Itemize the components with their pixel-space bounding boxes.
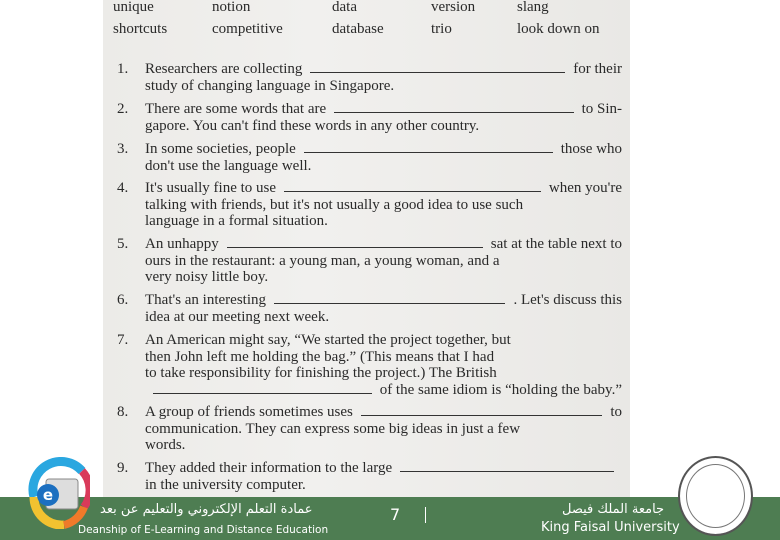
line-text: talking with friends, but it's not usually a good idea to use such bbox=[145, 196, 524, 213]
item-number: 8. bbox=[117, 404, 129, 420]
item-line bbox=[145, 118, 622, 135]
line-text: Researchers are collecting bbox=[145, 61, 303, 77]
line-text: very noisy little boy. bbox=[145, 269, 269, 286]
word-bank-word: look down on bbox=[517, 21, 600, 37]
page-number: 7 bbox=[390, 505, 401, 524]
line-text: to take responsibility for finishing the project.) The British bbox=[145, 365, 497, 382]
university-arabic: جامعة الملك فيصل bbox=[562, 502, 665, 517]
item-line bbox=[145, 332, 622, 349]
exercise-item bbox=[117, 404, 622, 454]
line-text: That's an interesting bbox=[145, 292, 267, 308]
item-line bbox=[145, 421, 622, 438]
exercise-item bbox=[117, 460, 622, 493]
line-text: ours in the restaurant: a young man, a young woman, and a bbox=[145, 252, 500, 269]
exercise-item bbox=[117, 292, 622, 325]
item-line bbox=[145, 269, 622, 286]
line-text: when you're bbox=[548, 180, 622, 196]
line-text: idea at our meeting next week. bbox=[145, 308, 330, 325]
item-line bbox=[145, 460, 622, 477]
word-bank-word: slang bbox=[517, 0, 549, 15]
item-number: 5. bbox=[117, 236, 129, 252]
university-english: King Faisal University bbox=[541, 520, 680, 535]
item-line bbox=[145, 141, 622, 158]
line-text: sat at the table next to bbox=[490, 236, 622, 252]
line-text: There are some words that are bbox=[145, 101, 327, 117]
line-text: An unhappy bbox=[145, 236, 219, 252]
word-bank-word: competitive bbox=[212, 21, 283, 37]
item-line bbox=[145, 404, 622, 421]
item-number: 3. bbox=[117, 141, 129, 157]
line-text: then John left me holding the bag.” (This means that I had bbox=[145, 348, 495, 365]
footer-bar bbox=[0, 497, 780, 540]
university-seal bbox=[678, 456, 753, 536]
line-text: communication. They can express some big ideas in just a few bbox=[145, 420, 521, 437]
item-line bbox=[145, 365, 622, 382]
exercise-item bbox=[117, 180, 622, 230]
line-text: They added their information to the large bbox=[145, 460, 393, 476]
textbook-scan bbox=[103, 0, 630, 497]
answer-blank[interactable] bbox=[310, 62, 565, 73]
line-text: to Sin- bbox=[581, 101, 622, 117]
exercise-item bbox=[117, 101, 622, 134]
answer-blank[interactable] bbox=[400, 461, 614, 472]
item-line bbox=[145, 213, 622, 230]
item-line bbox=[145, 253, 622, 270]
item-number: 1. bbox=[117, 61, 129, 77]
answer-blank[interactable] bbox=[153, 383, 372, 394]
divider bbox=[425, 507, 426, 523]
word-bank-word: unique bbox=[113, 0, 154, 15]
exercise-item bbox=[117, 236, 622, 286]
line-text: gapore. You can't find these words in any other country. bbox=[145, 117, 480, 134]
item-line bbox=[145, 382, 622, 399]
item-line bbox=[145, 437, 622, 454]
line-text: . Let's discuss this bbox=[513, 292, 622, 308]
answer-blank[interactable] bbox=[284, 181, 541, 192]
word-bank-word: version bbox=[431, 0, 476, 15]
line-text: in the university computer. bbox=[145, 476, 306, 493]
line-text: An American might say, “We started the project together, but bbox=[145, 332, 511, 348]
line-text: of the same idiom is “holding the baby.” bbox=[379, 382, 622, 399]
item-line bbox=[145, 180, 622, 197]
word-bank-word: trio bbox=[431, 21, 452, 37]
item-line bbox=[145, 61, 622, 78]
word-bank-word: database bbox=[332, 21, 384, 37]
line-text: to bbox=[610, 404, 622, 420]
answer-blank[interactable] bbox=[304, 142, 553, 153]
line-text: those who bbox=[560, 141, 622, 157]
line-text: In some societies, people bbox=[145, 141, 296, 157]
item-line bbox=[145, 236, 622, 253]
exercise-item bbox=[117, 141, 622, 174]
svg-text:e: e bbox=[42, 486, 54, 504]
word-bank-word: notion bbox=[212, 0, 251, 15]
exercise-item bbox=[117, 61, 622, 94]
item-number: 2. bbox=[117, 101, 129, 117]
line-text: language in a formal situation. bbox=[145, 213, 328, 230]
item-number: 6. bbox=[117, 292, 129, 308]
answer-blank[interactable] bbox=[274, 293, 505, 304]
word-bank-word: shortcuts bbox=[113, 21, 168, 37]
line-text: study of changing language in Singapore. bbox=[145, 77, 395, 94]
item-number: 7. bbox=[117, 332, 129, 348]
answer-blank[interactable] bbox=[334, 102, 573, 113]
item-number: 9. bbox=[117, 460, 129, 476]
item-number: 4. bbox=[117, 180, 129, 196]
line-text: for their bbox=[573, 61, 622, 77]
item-line bbox=[145, 158, 622, 175]
line-text: don't use the language well. bbox=[145, 157, 312, 174]
line-text: A group of friends sometimes uses bbox=[145, 404, 353, 420]
deanship-english: Deanship of E-Learning and Distance Education bbox=[78, 524, 329, 536]
answer-blank[interactable] bbox=[227, 237, 483, 248]
item-line bbox=[145, 101, 622, 118]
item-line bbox=[145, 197, 622, 214]
item-line bbox=[145, 477, 622, 494]
word-bank-word: data bbox=[332, 0, 357, 15]
item-line bbox=[145, 309, 622, 326]
line-text: words. bbox=[145, 437, 186, 454]
line-text: It's usually fine to use bbox=[145, 180, 277, 196]
deanship-arabic: عمادة التعلم الإلكتروني والتعليم عن بعد bbox=[100, 502, 313, 517]
item-line bbox=[145, 78, 622, 95]
answer-blank[interactable] bbox=[361, 405, 602, 416]
item-line bbox=[145, 349, 622, 366]
exercise-item bbox=[117, 332, 622, 399]
item-line bbox=[145, 292, 622, 309]
elearning-logo bbox=[24, 457, 90, 529]
